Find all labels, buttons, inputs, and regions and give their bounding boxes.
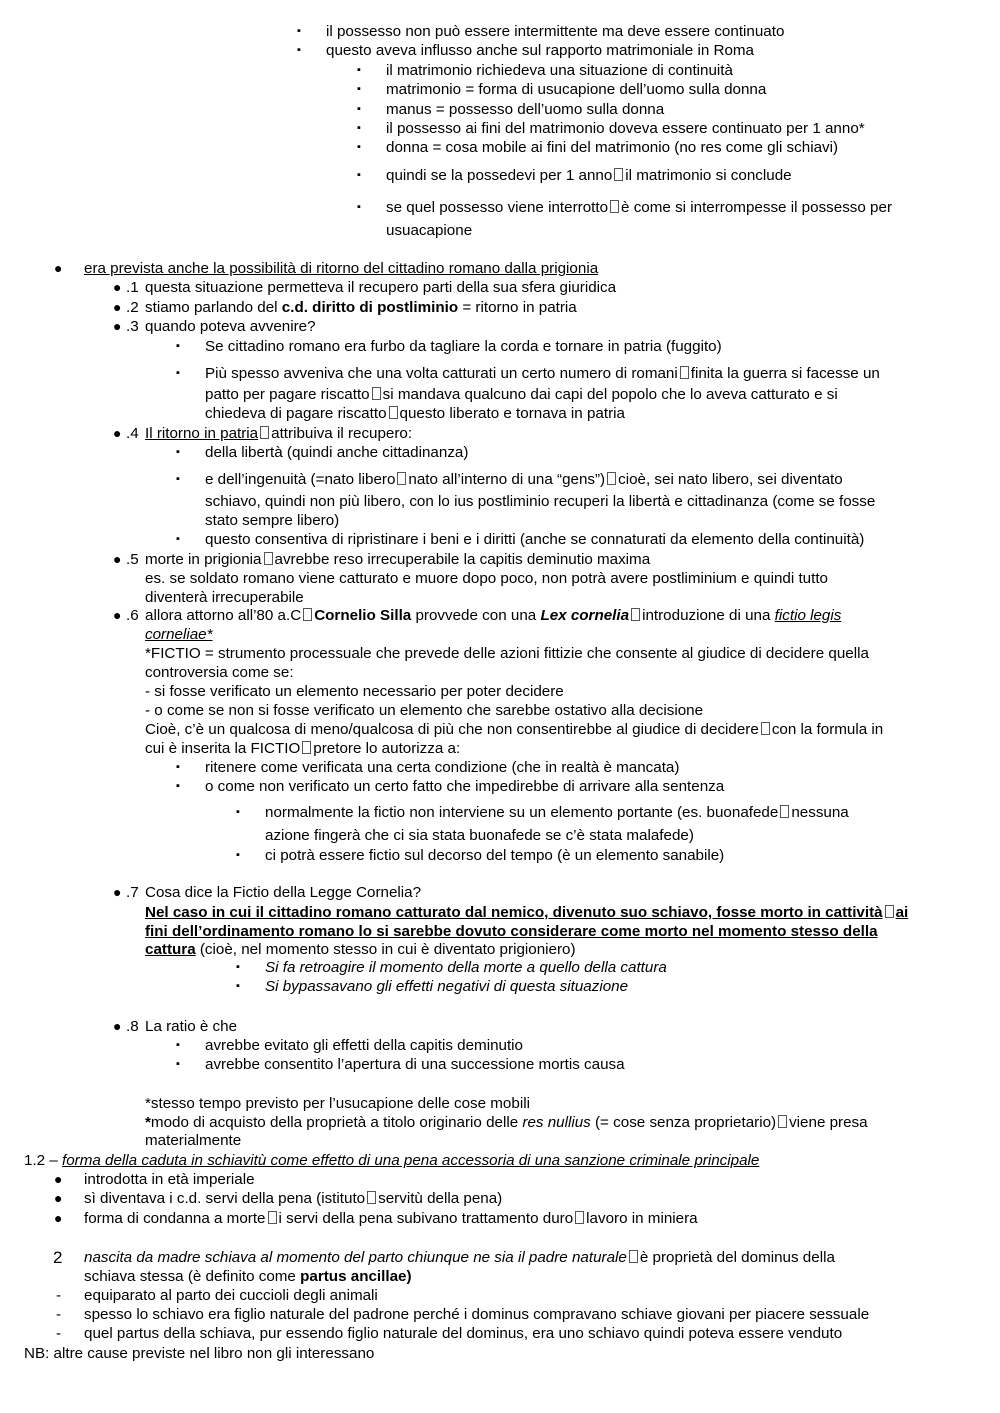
text-line: Si bypassavano gli effetti negativi di questa situazione [265, 978, 629, 995]
round-bullet-icon: ● [113, 318, 122, 334]
dash-bullet: - [56, 1287, 62, 1304]
footnote-line: materialmente [145, 1132, 242, 1149]
square-bullet-icon: ▪ [357, 122, 361, 134]
item-number: .2 [126, 299, 139, 316]
square-bullet-icon: ▪ [357, 64, 361, 76]
arrow-glyph-icon [610, 200, 619, 213]
text-line: morte in prigionia avrebbe reso irrecuperabile la capitis deminutio maxima [145, 551, 651, 568]
section-heading: era prevista anche la possibilità di ritorno del cittadino romano dalla prigionia [84, 260, 599, 277]
round-bullet-icon: ● [113, 607, 122, 623]
text-line: controversia come se: [145, 664, 294, 681]
square-bullet-icon: ▪ [236, 806, 240, 818]
text-line: introdotta in età imperiale [84, 1171, 255, 1188]
text-line: quel partus della schiava, pur essendo figlio naturale del dominus, era uno schiavo quindi poteva essere venduto [84, 1325, 843, 1342]
section-heading: 1.2 – forma della caduta in schiavitù come effetto di una pena accessoria di una sanzione criminale principale [24, 1152, 760, 1169]
text-line: Il ritorno in patria attribuiva il recupero: [145, 425, 413, 442]
square-bullet-icon: ▪ [176, 1039, 180, 1051]
text-line: chiedeva di pagare riscatto questo liberato e tornava in patria [205, 405, 625, 422]
arrow-glyph-icon [780, 805, 789, 818]
text-line: spesso lo schiavo era figlio naturale del padrone perché i dominus compravano schiave giovani per piacere sessuale [84, 1306, 870, 1323]
square-bullet-icon: ▪ [236, 980, 240, 992]
round-bullet-icon: ● [113, 299, 122, 315]
text-line: o come non verificato un certo fatto che impedirebbe di arrivare alla sentenza [205, 778, 725, 795]
arrow-glyph-icon [778, 1115, 787, 1128]
text-line: donna = cosa mobile ai fini del matrimonio (no res come gli schiavi) [386, 139, 839, 156]
arrow-glyph-icon [575, 1211, 584, 1224]
square-bullet-icon: ▪ [357, 83, 361, 95]
arrow-glyph-icon [680, 366, 689, 379]
text-line: il matrimonio richiedeva una situazione di continuità [386, 62, 733, 79]
arrow-glyph-icon [631, 608, 640, 621]
text-line: es. se soldato romano viene catturato e muore dopo poco, non potrà avere postliminium e quindi tutto [145, 570, 828, 587]
square-bullet-icon: ▪ [176, 780, 180, 792]
round-bullet-icon: ● [113, 884, 122, 900]
square-bullet-icon: ▪ [176, 761, 180, 773]
square-bullet-icon: ▪ [357, 201, 361, 213]
arrow-glyph-icon [885, 905, 894, 918]
square-bullet-icon: ▪ [236, 961, 240, 973]
text-line: e dell’ingenuità (=nato libero nato all’interno di una “gens”) cioè, sei nato libero, sei diventato [205, 471, 843, 488]
text-line: stato sempre libero) [205, 512, 340, 529]
text-line: questo consentiva di ripristinare i beni e i diritti (anche se connaturati da elemento della continuità) [205, 531, 865, 548]
text-line: corneliae* [145, 626, 213, 643]
text-line: Cioè, c’è un qualcosa di meno/qualcosa di più che non consentirebbe al giudice di decidere con la formula in [145, 721, 884, 738]
text-line: sì diventava i c.d. servi della pena (istituto servitù della pena) [84, 1190, 503, 1207]
square-bullet-icon: ▪ [297, 44, 301, 56]
text-line: il possesso non può essere intermittente ma deve essere continuato [326, 23, 785, 40]
arrow-glyph-icon [303, 608, 312, 621]
text-line: ritenere come verificata una certa condizione (che in realtà è mancata) [205, 759, 680, 776]
text-line: Cosa dice la Fictio della Legge Cornelia? [145, 884, 422, 901]
text-line: patto per pagare riscatto si mandava qualcuno dai capi del popolo che lo aveva catturato e si [205, 386, 838, 403]
round-bullet-icon: ● [54, 1190, 63, 1206]
text-line: matrimonio = forma di usucapione dell’uomo sulla donna [386, 81, 767, 98]
text-line: questa situazione permetteva il recupero parti della sua sfera giuridica [145, 279, 617, 296]
arrow-glyph-icon [372, 387, 381, 400]
arrow-glyph-icon [614, 168, 623, 181]
square-bullet-icon: ▪ [357, 103, 361, 115]
text-line: usuacapione [386, 222, 473, 239]
note-line: NB: altre cause previste nel libro non gli interessano [24, 1345, 375, 1362]
square-bullet-icon: ▪ [357, 141, 361, 153]
item-number: .3 [126, 318, 139, 335]
text-line: forma di condanna a morte i servi della pena subivano trattamento duro lavoro in miniera [84, 1210, 698, 1227]
text-line: avrebbe evitato gli effetti della capitis deminutio [205, 1037, 524, 1054]
square-bullet-icon: ▪ [176, 473, 180, 485]
round-bullet-icon: ● [113, 279, 122, 295]
round-bullet-icon: ● [113, 551, 122, 567]
text-line: diventerà irrecuperabile [145, 589, 304, 606]
arrow-glyph-icon [260, 426, 269, 439]
text-line: stiamo parlando del c.d. diritto di postliminio = ritorno in patria [145, 299, 577, 316]
text-line: il possesso ai fini del matrimonio doveva essere continuato per 1 anno* [386, 120, 865, 137]
round-bullet-icon: ● [113, 1018, 122, 1034]
text-line: - o come se non si fosse verificato un elemento che sarebbe ostativo alla decisione [145, 702, 704, 719]
dash-bullet: - [56, 1325, 62, 1342]
footnote-line: *modo di acquisto della proprietà a titolo originario delle res nullius (= cose senza proprietario) viene presa [145, 1114, 868, 1131]
footnote-line: *stesso tempo previsto per l’usucapione delle cose mobili [145, 1095, 530, 1112]
round-bullet-icon: ● [54, 1210, 63, 1226]
text-line: se quel possesso viene interrotto è come si interrompesse il possesso per [386, 199, 893, 216]
arrow-glyph-icon [397, 472, 406, 485]
item-number: 2 [53, 1248, 63, 1267]
arrow-glyph-icon [302, 741, 311, 754]
text-line: - si fosse verificato un elemento necessario per poter decidere [145, 683, 564, 700]
text-line: Se cittadino romano era furbo da tagliare la corda e tornare in patria (fuggito) [205, 338, 722, 355]
text-line: *FICTIO = strumento processuale che prevede delle azioni fittizie che consente al giudice di decidere quella [145, 645, 869, 662]
dash-bullet: - [56, 1306, 62, 1323]
arrow-glyph-icon [607, 472, 616, 485]
text-line: allora attorno all’80 a.C Cornelio Silla provvede con una Lex cornelia introduzione di una fictio legis [145, 607, 842, 624]
arrow-glyph-icon [761, 722, 770, 735]
square-bullet-icon: ▪ [176, 533, 180, 545]
text-line: nascita da madre schiava al momento del parto chiunque ne sia il padre naturale è proprietà del dominus della [84, 1249, 835, 1266]
text-line: schiavo, quindi non più libero, con lo ius postliminio recuperi la libertà e cittadinanza (come se fosse [205, 493, 876, 510]
item-number: .5 [126, 551, 139, 568]
text-line: ci potrà essere fictio sul decorso del tempo (è un elemento sanabile) [265, 847, 725, 864]
text-line: Più spesso avveniva che una volta catturati un certo numero di romani finita la guerra si facesse un [205, 365, 880, 382]
arrow-glyph-icon [389, 406, 398, 419]
text-line: avrebbe consentito l’apertura di una successione mortis causa [205, 1056, 625, 1073]
text-line: questo aveva influsso anche sul rapporto matrimoniale in Roma [326, 42, 755, 59]
item-number: .7 [126, 884, 139, 901]
text-line: azione fingerà che ci sia stata buonafede se c’è stata malafede) [265, 827, 694, 844]
arrow-glyph-icon [367, 1191, 376, 1204]
arrow-glyph-icon [264, 552, 273, 565]
round-bullet-icon: ● [54, 1171, 63, 1187]
square-bullet-icon: ▪ [297, 25, 301, 37]
text-line: cattura (cioè, nel momento stesso in cui è diventato prigioniero) [145, 941, 576, 958]
item-number: .1 [126, 279, 139, 296]
square-bullet-icon: ▪ [176, 1058, 180, 1070]
square-bullet-icon: ▪ [176, 367, 180, 379]
arrow-glyph-icon [629, 1250, 638, 1263]
text-line: manus = possesso dell’uomo sulla donna [386, 101, 665, 118]
round-bullet-icon: ● [113, 425, 122, 441]
square-bullet-icon: ▪ [357, 169, 361, 181]
text-line: cui è inserita la FICTIO pretore lo autorizza a: [145, 740, 461, 757]
text-line: quindi se la possedevi per 1 anno il matrimonio si conclude [386, 167, 792, 184]
text-line: equiparato al parto dei cuccioli degli animali [84, 1287, 378, 1304]
text-line: normalmente la fictio non interviene su un elemento portante (es. buonafede nessuna [265, 804, 849, 821]
square-bullet-icon: ▪ [236, 849, 240, 861]
text-line: Si fa retroagire il momento della morte a quello della cattura [265, 959, 667, 976]
round-bullet-icon: ● [54, 260, 63, 276]
text-line: della libertà (quindi anche cittadinanza) [205, 444, 469, 461]
text-line: schiava stessa (è definito come partus ancillae) [84, 1268, 412, 1285]
item-number: .6 [126, 607, 139, 624]
square-bullet-icon: ▪ [176, 340, 180, 352]
item-number: .4 [126, 425, 139, 442]
text-line: fini dell’ordinamento romano lo si sarebbe dovuto considerare come morto nel momento stesso della [145, 923, 878, 940]
text-line: Nel caso in cui il cittadino romano catturato dal nemico, divenuto suo schiavo, fosse morto in cattività ai [145, 904, 909, 921]
square-bullet-icon: ▪ [176, 446, 180, 458]
arrow-glyph-icon [268, 1211, 277, 1224]
text-line: quando poteva avvenire? [145, 318, 316, 335]
item-number: .8 [126, 1018, 139, 1035]
text-line: La ratio è che [145, 1018, 238, 1035]
